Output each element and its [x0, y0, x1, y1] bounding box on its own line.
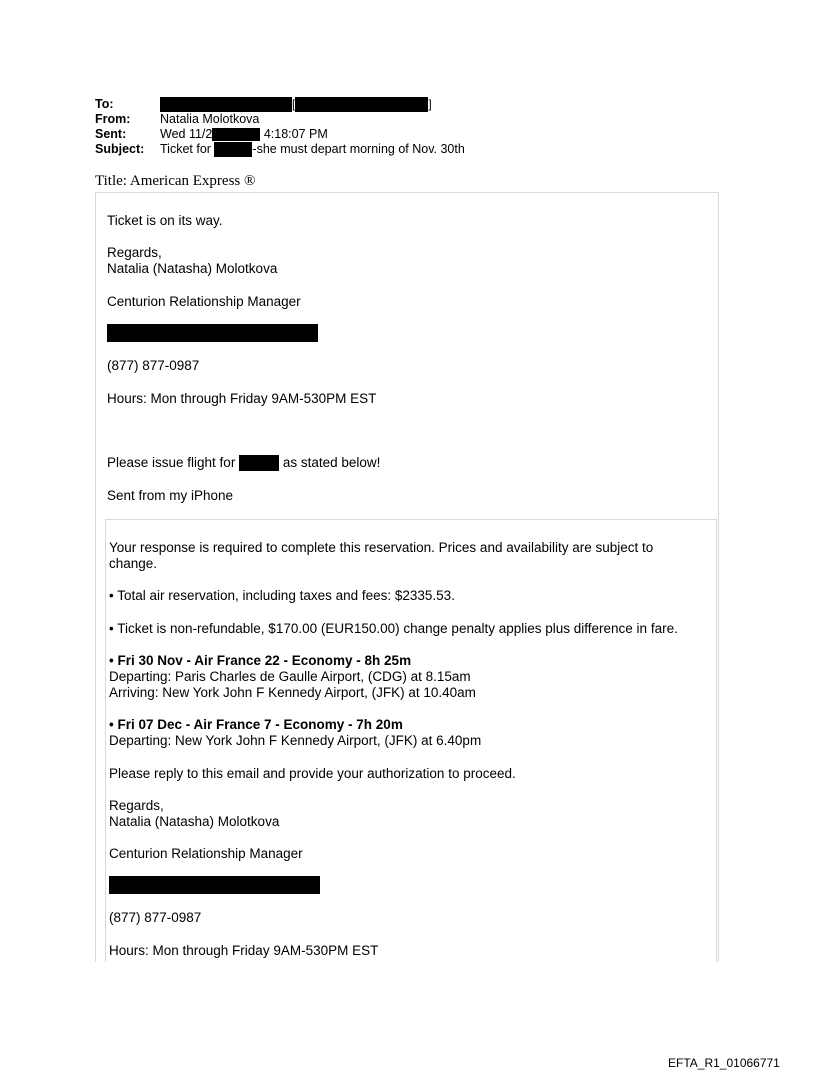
- sent-value: [160, 127, 328, 142]
- signature-name: Natalia (Natasha) Molotkova: [107, 261, 278, 276]
- redaction-block: [160, 97, 292, 112]
- flight-1-departing: Departing: Paris Charles de Gaulle Airport, (CDG) at 8.15am: [109, 669, 471, 684]
- redaction-block: [295, 97, 428, 112]
- redaction-block: [109, 876, 320, 894]
- to-label: To:: [95, 97, 114, 111]
- from-label: From:: [95, 112, 131, 126]
- page-title: Title: American Express ®: [95, 173, 256, 189]
- document-id: EFTA_R1_01066771: [668, 1056, 780, 1070]
- bracket-close: ]: [428, 97, 432, 111]
- signature-hours: Hours: Mon through Friday 9AM-530PM EST: [107, 391, 377, 406]
- reply-prompt-line: Please reply to this email and provide your authorization to proceed.: [109, 766, 516, 781]
- redaction-block: [107, 324, 318, 342]
- flight-2-title: • Fri 07 Dec - Air France 7 - Economy - 7h 20m: [109, 717, 403, 732]
- sent-time: 4:18:07 PM: [263, 127, 328, 141]
- to-row: [95, 97, 465, 112]
- bracket-open: [: [292, 97, 296, 111]
- sent-from-line: Sent from my iPhone: [107, 488, 234, 503]
- subject-value: [160, 142, 465, 157]
- subject-start: Ticket for: [160, 142, 211, 156]
- refund-policy-line: • Ticket is non-refundable, $170.00 (EUR150.00) change penalty applies plus difference in fare.: [109, 621, 678, 636]
- to-value: [160, 97, 432, 112]
- signature-phone: (877) 877-0987: [107, 358, 200, 373]
- from-row: [95, 112, 465, 127]
- sent-label: Sent:: [95, 127, 127, 141]
- issue-flight-start: Please issue flight for: [107, 455, 236, 470]
- quoted-signature-regards: Regards,: [109, 798, 164, 813]
- subject-row: [95, 142, 465, 157]
- quoted-signature-name: Natalia (Natasha) Molotkova: [109, 814, 280, 829]
- redaction-block: [214, 142, 252, 157]
- flight-1-arriving: Arriving: New York John F Kennedy Airport, (JFK) at 10.40am: [109, 685, 476, 700]
- sent-date-start: Wed 11/2: [160, 127, 213, 141]
- issue-flight-line: [107, 455, 380, 471]
- reply-line: Ticket is on its way.: [107, 213, 223, 228]
- response-required-line-2: change.: [109, 556, 158, 571]
- from-value: Natalia Molotkova: [160, 112, 260, 126]
- redaction-block: [212, 128, 260, 141]
- flight-2-departing: Departing: New York John F Kennedy Airport, (JFK) at 6.40pm: [109, 733, 482, 748]
- response-required-line: Your response is required to complete this reservation. Prices and availability are subject to: [109, 540, 654, 555]
- quoted-signature-hours: Hours: Mon through Friday 9AM-530PM EST: [109, 943, 379, 958]
- quoted-signature-role: Centurion Relationship Manager: [109, 846, 303, 861]
- email-header: [95, 97, 465, 157]
- signature-role: Centurion Relationship Manager: [107, 294, 301, 309]
- subject-label: Subject:: [95, 142, 145, 156]
- subject-end: -she must depart morning of Nov. 30th: [252, 142, 465, 156]
- issue-flight-end: as stated below!: [282, 455, 381, 470]
- signature-regards: Regards,: [107, 245, 162, 260]
- redaction-block: [239, 455, 279, 471]
- total-reservation-line: • Total air reservation, including taxes and fees: $2335.53.: [109, 588, 455, 603]
- flight-1-title: • Fri 30 Nov - Air France 22 - Economy - 8h 25m: [109, 653, 412, 668]
- sent-row: [95, 127, 465, 142]
- quoted-signature-phone: (877) 877-0987: [109, 910, 202, 925]
